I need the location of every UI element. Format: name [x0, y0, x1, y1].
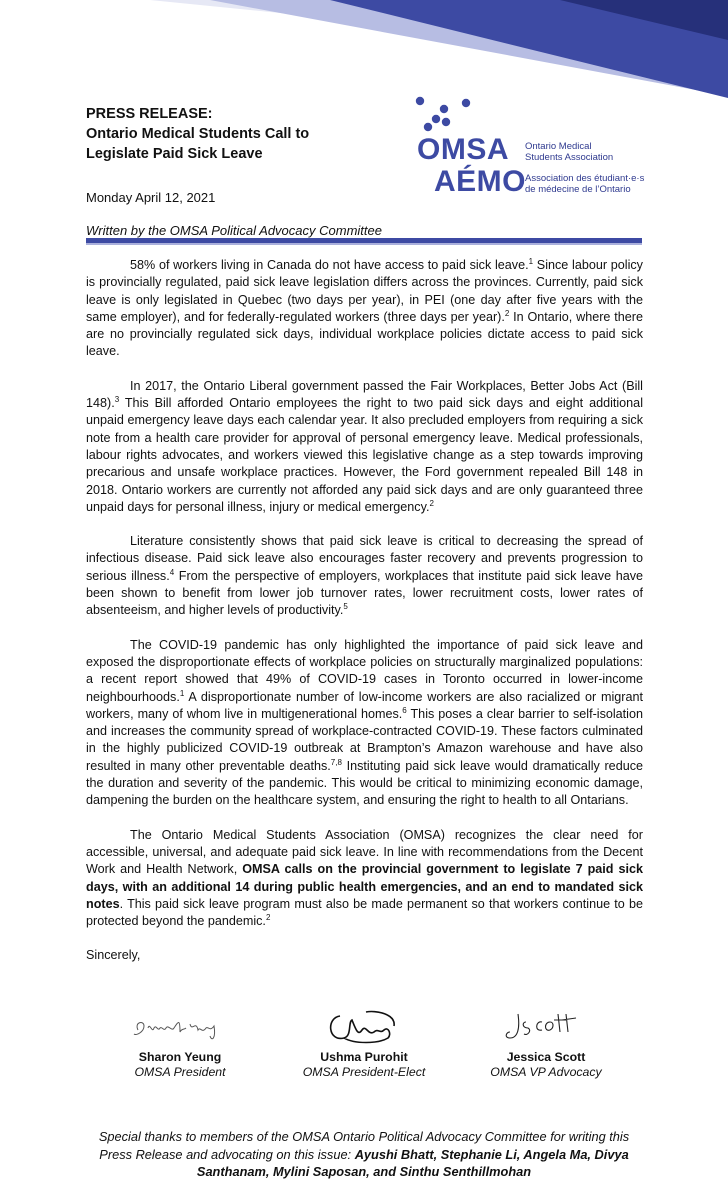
footnote-ref: 2	[504, 308, 510, 318]
closing-salutation: Sincerely,	[86, 948, 141, 963]
signature-jessica-scott	[496, 1008, 596, 1046]
title-line: PRESS RELEASE:	[86, 106, 213, 122]
signatory-role: OMSA President-Elect	[302, 1065, 426, 1079]
footnote-ref: 1	[179, 688, 185, 698]
signatory	[466, 1008, 626, 1079]
logo-omsa-text: OMSA	[417, 133, 509, 166]
logo-name-fr-line: de médecine de l’Ontario	[525, 184, 631, 195]
signatory	[284, 1008, 444, 1079]
footnote-ref: 1	[528, 256, 534, 266]
press-release-header	[86, 104, 416, 238]
acknowledgements: Special thanks to members of the OMSA Ontario Political Advocacy Committee for writing this Press Release and advocating on this issue: Ayushi Bhatt, Stephanie Li, Angela Ma, Divya Santhanam, Mylini Saposan, and Sinthu Senthillmohan	[98, 1129, 630, 1179]
press-release-title	[86, 104, 416, 164]
signature-block	[86, 1008, 642, 1098]
omsa-logo	[412, 95, 652, 205]
logo-aemo-text: AÉMO	[434, 165, 526, 198]
title-line: Legislate Paid Sick Leave	[86, 146, 263, 162]
title-line: Ontario Medical Students Call to	[86, 126, 310, 142]
signature-ushma-purohit	[314, 1008, 414, 1046]
footnote-ref: 7,8	[330, 757, 342, 767]
logo-name-fr	[525, 173, 644, 195]
signatory-name: Sharon Yeung	[138, 1050, 222, 1064]
body-paragraph: The COVID-19 pandemic has only highlighted the importance of paid sick leave and exposed the disproportionate effects of workplace policies on structurally marginalized populations: a recent report showed that 49% of COVID-19 cases in Toronto occurred in lower-income neighbourhoods.$^1$ A disproportionate number of low-income workers are also racialized or migrant workers, many of whom live in multigenerational homes.$^6$ This poses a clear barrier to self-isolation and increases the community spread of workplace-contracted COVID-19. These factors culminated in the highly publicized COVID-19 outbreak at Brampton’s Amazon warehouse and have also resulted in many other preventable deaths.$^{7,8}$ Instituting paid sick leave would dramatically reduce the duration and severity of the pandemic. This would be critical to minimizing economic damage, dampening the burden on the healthcare system, and ensuring the right to health to all Ontarians.	[86, 637, 644, 808]
header-band	[0, 0, 728, 110]
footnote-ref: 4	[169, 567, 175, 577]
footnote-ref: 2	[429, 498, 434, 508]
signatory-name: Jessica Scott	[506, 1050, 586, 1064]
signatory-name: Ushma Purohit	[320, 1050, 408, 1064]
press-release-body	[86, 257, 643, 965]
release-date: Monday April 12, 2021	[86, 190, 216, 205]
logo-name-fr-line: Association des étudiant·e·s	[525, 173, 645, 184]
signatory	[100, 1008, 260, 1079]
body-paragraph: Literature consistently shows that paid sick leave is critical to decreasing the spread of infectious disease. Paid sick leave also encourages faster recovery and prevents progression to serious illness.$^4$ From the perspective of employers, workplaces that institute paid sick leave have been shown to benefit from lower job turnover rates, lower recruitment costs, lower rates of absenteeism, and higher levels of productivity.$^5$	[86, 534, 644, 618]
author-line: Written by the OMSA Political Advocacy Committee	[86, 223, 382, 238]
body-paragraph: 58% of workers living in Canada do not have access to paid sick leave.$^1$ Since labour policy is provincially regulated, paid sick leave legislation differs across the provinces. Currently, paid sick leave is only legislated in Quebec (two days per year), in PEI (one day after five years with the same employer), and for federally-regulated workers (three days per year).$^2$ In Ontario, where there are no provincially regulated sick days, individual workplace policies dictate access to paid sick leave.	[86, 256, 643, 359]
logo-name-en	[525, 141, 613, 163]
footnote-ref: 3	[114, 394, 120, 404]
acknowledged-names: Ayushi Bhatt, Stephanie Li, Angela Ma, Divya Santhanam, Mylini Saposan, and Sinthu Senthillmohan	[196, 1146, 629, 1179]
logo-name-en-line: Students Association	[525, 152, 614, 163]
header-divider-shadow	[86, 243, 642, 245]
footnote-ref: 2	[265, 912, 271, 922]
footnote-ref: 6	[402, 705, 407, 715]
body-paragraph: The Ontario Medical Students Association (OMSA) recognizes the clear need for accessible, universal, and adequate paid sick leave. In line with recommendations from the Decent Work and Health Network, OMSA calls on the provincial government to legislate 7 paid sick days, with an additional 14 during public health emergencies, and an end to mandated sick notes. This paid sick leave program must also be made permanent so that workers continue to be protected beyond the pandemic.$^2$	[86, 827, 643, 929]
logo-name-en-line: Ontario Medical	[525, 141, 592, 152]
body-paragraph: In 2017, the Ontario Liberal government passed the Fair Workplaces, Better Jobs Act (Bill 148).$^3$ This Bill afforded Ontario employees the right to two paid sick days and eight additional unpaid emergency leave days each calendar year. It also precluded employers from requiring a sick note from a health care provider for approval of personal emergency leave. Medical professionals, labour rights advocates, and workers viewed this legislative change as a step towards improving precarious and unsafe workplace practices. However, the Ford government repealed Bill 148 in 2018. Ontario workers are currently not afforded any paid sick days and are only guaranteed three unpaid days for personal illness, injury or medical emergency.$^2$	[86, 378, 643, 514]
signature-sharon-yeung	[130, 1008, 230, 1046]
call-to-action: OMSA calls on the provincial government to legislate 7 paid sick days, with an additional 14 during public health emergencies, and an end to mandated sick notes	[86, 862, 643, 911]
signatory-role: OMSA VP Advocacy	[490, 1065, 602, 1079]
footnote-ref: 5	[343, 602, 348, 612]
signatory-role: OMSA President	[134, 1065, 226, 1079]
